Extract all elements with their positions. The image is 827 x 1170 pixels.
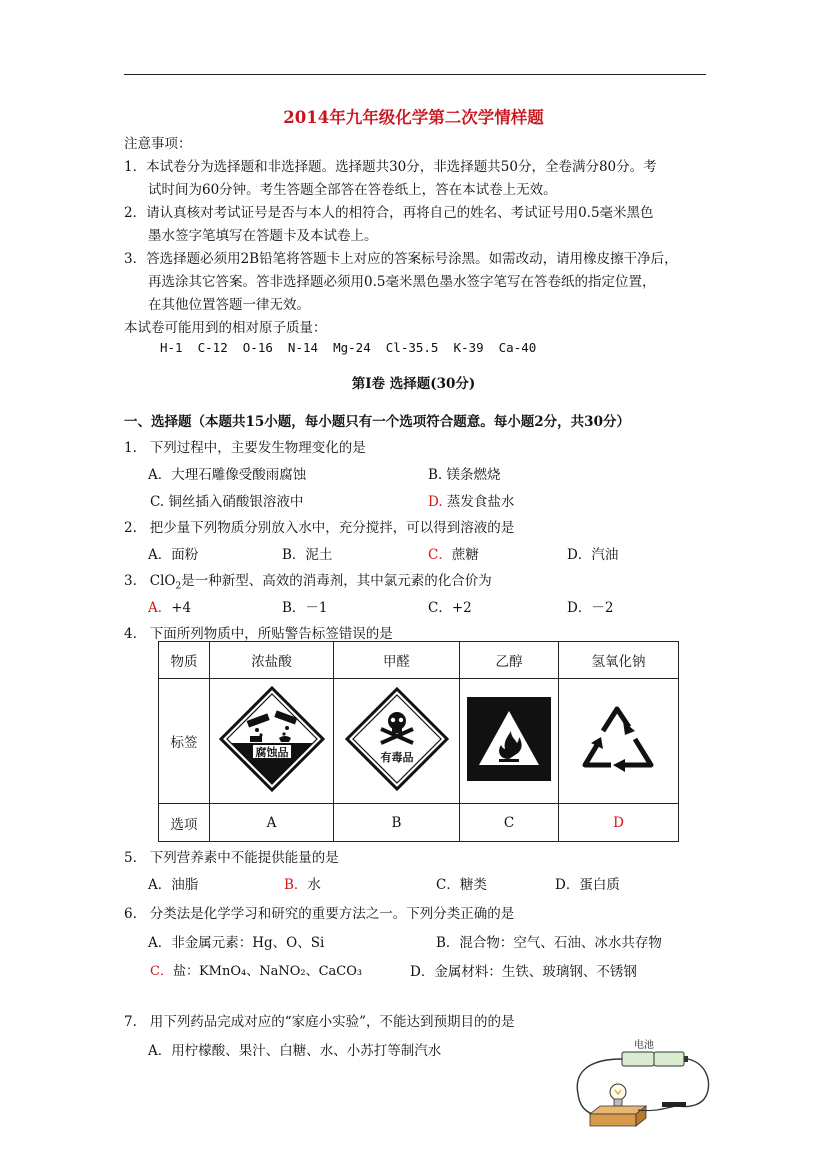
q3-stem [124, 569, 492, 592]
q5-answer-letter: B． [284, 877, 308, 893]
notice-heading: 注意事项： [124, 136, 192, 152]
q2-option-d: D．汽油 [567, 547, 619, 563]
table-cell-option-c: C [460, 804, 559, 842]
toxic-icon [343, 685, 451, 793]
q6-option-a: A．非金属元素：Hg、O、Si [148, 935, 325, 951]
table-label-row [159, 679, 679, 804]
recycle-label-cell [559, 679, 679, 804]
q2-option-c-text: 蔗糖 [451, 547, 479, 563]
q3-option-b: B．－1 [282, 600, 328, 616]
q1-answer-letter: D. [428, 494, 443, 510]
table-cell-header-4: 氢氧化钠 [559, 642, 679, 679]
q3-answer-letter: A． [148, 600, 172, 616]
q7-stem: 7. 用下列药品完成对应的“家庭小实验”，不能达到预期目的的是 [124, 1014, 515, 1030]
q3-option-a [148, 596, 191, 616]
table-cell-header-3: 乙醇 [460, 642, 559, 679]
table-cell-option-b: B [334, 804, 460, 842]
warning-label-table [158, 641, 679, 842]
q3-stem-subscript: 2 [175, 581, 182, 592]
table-cell-option-a: A [210, 804, 334, 842]
table-cell-header-0: 物质 [159, 642, 210, 679]
corrosive-icon [217, 684, 327, 794]
atomic-mass-values: H-1 C-12 O-16 N-14 Mg-24 Cl-35.5 K-39 Ca-40 [160, 340, 537, 355]
notice-item-1-line2: 试时间为60分钟。考生答题全部答在答卷纸上，答在本试卷上无效。 [148, 182, 557, 198]
q4-stem: 4. 下面所列物质中，所贴警告标签错误的是 [124, 626, 393, 642]
page-title: 2014年九年级化学第二次学情样题 [283, 108, 544, 127]
q1-option-d-text: 蒸发食盐水 [442, 494, 515, 510]
q5-option-a: A．油脂 [148, 877, 199, 893]
table-cell-option-label: 选项 [159, 804, 210, 842]
q3-option-d: D．－2 [567, 600, 614, 616]
circuit-illustration [566, 1034, 714, 1160]
q2-stem: 2. 把少量下列物质分别放入水中，充分搅拌，可以得到溶液的是 [124, 520, 515, 536]
flammable-label-cell [460, 679, 559, 804]
q6-stem: 6. 分类法是化学学习和研究的重要方法之一。下列分类正确的是 [124, 906, 515, 922]
q3-option-c: C．+2 [428, 600, 472, 616]
q3-stem-text: 是一种新型、高效的消毒剂，其中氯元素的化合价为 [181, 573, 492, 589]
table-option-row [159, 804, 679, 842]
flammable-icon [465, 695, 553, 783]
header-rule [124, 74, 706, 75]
notice-item-3-line2: 再选涂其它答案。答非选择题必须用0.5毫米黑色墨水签字笔写在答卷纸的指定位置， [148, 274, 656, 290]
recycle-icon [573, 697, 665, 781]
table-cell-header-1: 浓盐酸 [210, 642, 334, 679]
q1-stem: 1. 下列过程中，主要发生物理变化的是 [124, 440, 366, 456]
section-title: 第Ⅰ卷 选择题(30分) [351, 376, 476, 392]
q5-option-b-text: 水 [307, 877, 321, 893]
q6-option-c [150, 960, 362, 979]
table-cell-label: 标签 [159, 679, 210, 804]
q6-answer-letter: C． [150, 964, 173, 979]
q1-option-b: B. 镁条燃烧 [428, 467, 501, 483]
q2-option-a: A．面粉 [148, 547, 199, 563]
notice-item-3-line3: 在其他位置答题一律无效。 [148, 297, 310, 313]
q5-stem: 5. 下列营养素中不能提供能量的是 [124, 850, 339, 866]
table-cell-option-d: D [559, 804, 679, 842]
q6-option-c-text: 盐：KMnO₄、NaNO₂、CaCO₃ [172, 964, 363, 979]
table-cell-header-2: 甲醛 [334, 642, 460, 679]
q2-answer-letter: C． [428, 547, 452, 563]
part1-heading: 一、选择题（本题共15小题，每小题只有一个选项符合题意。每小题2分，共30分） [124, 414, 630, 430]
corrosive-label-cell [210, 679, 334, 804]
toxic-label-cell [334, 679, 460, 804]
q5-option-c: C．糖类 [436, 877, 487, 893]
atomic-mass-label: 本试卷可能用到的相对原子质量： [124, 320, 327, 336]
corrosive-label-text: 腐蚀品 [255, 746, 288, 759]
q3-stem-formula: 3. ClO [124, 573, 176, 589]
q1-option-a: A．大理石雕像受酸雨腐蚀 [148, 467, 307, 483]
notice-item-2-line1: 2．请认真核对考试证号是否与本人的相符合，再将自己的姓名、考试证号用0.5毫米黑色 [124, 205, 654, 221]
battery-label: 电池 [634, 1040, 654, 1051]
q5-option-d: D．蛋白质 [555, 877, 620, 893]
notice-item-3-line1: 3．答选择题必须用2B铅笔将答题卡上对应的答案标号涂黑。如需改动，请用橡皮擦干净后， [124, 251, 678, 267]
notice-item-1-line1: 1．本试卷分为选择题和非选择题。选择题共30分，非选择题共50分，全卷满分80分。考 [124, 159, 657, 175]
q6-option-b: B．混合物：空气、石油、冰水共存物 [436, 935, 662, 951]
q5-option-b [284, 873, 321, 893]
q7-option-a: A．用柠檬酸、果汁、白糖、水、小苏打等制汽水 [148, 1043, 442, 1059]
q2-option-b: B．泥土 [282, 547, 333, 563]
q1-option-d [428, 490, 514, 510]
toxic-label-text: 有毒品 [380, 751, 413, 764]
table-header-row [159, 642, 679, 679]
q1-option-c: C. 铜丝插入硝酸银溶液中 [150, 494, 304, 510]
q6-option-d: D．金属材料：生铁、玻璃钢、不锈钢 [410, 964, 637, 980]
notice-item-2-line2: 墨水签字笔填写在答题卡及本试卷上。 [148, 228, 378, 244]
q2-option-c [428, 543, 479, 563]
q3-option-a-text: +4 [171, 600, 192, 616]
